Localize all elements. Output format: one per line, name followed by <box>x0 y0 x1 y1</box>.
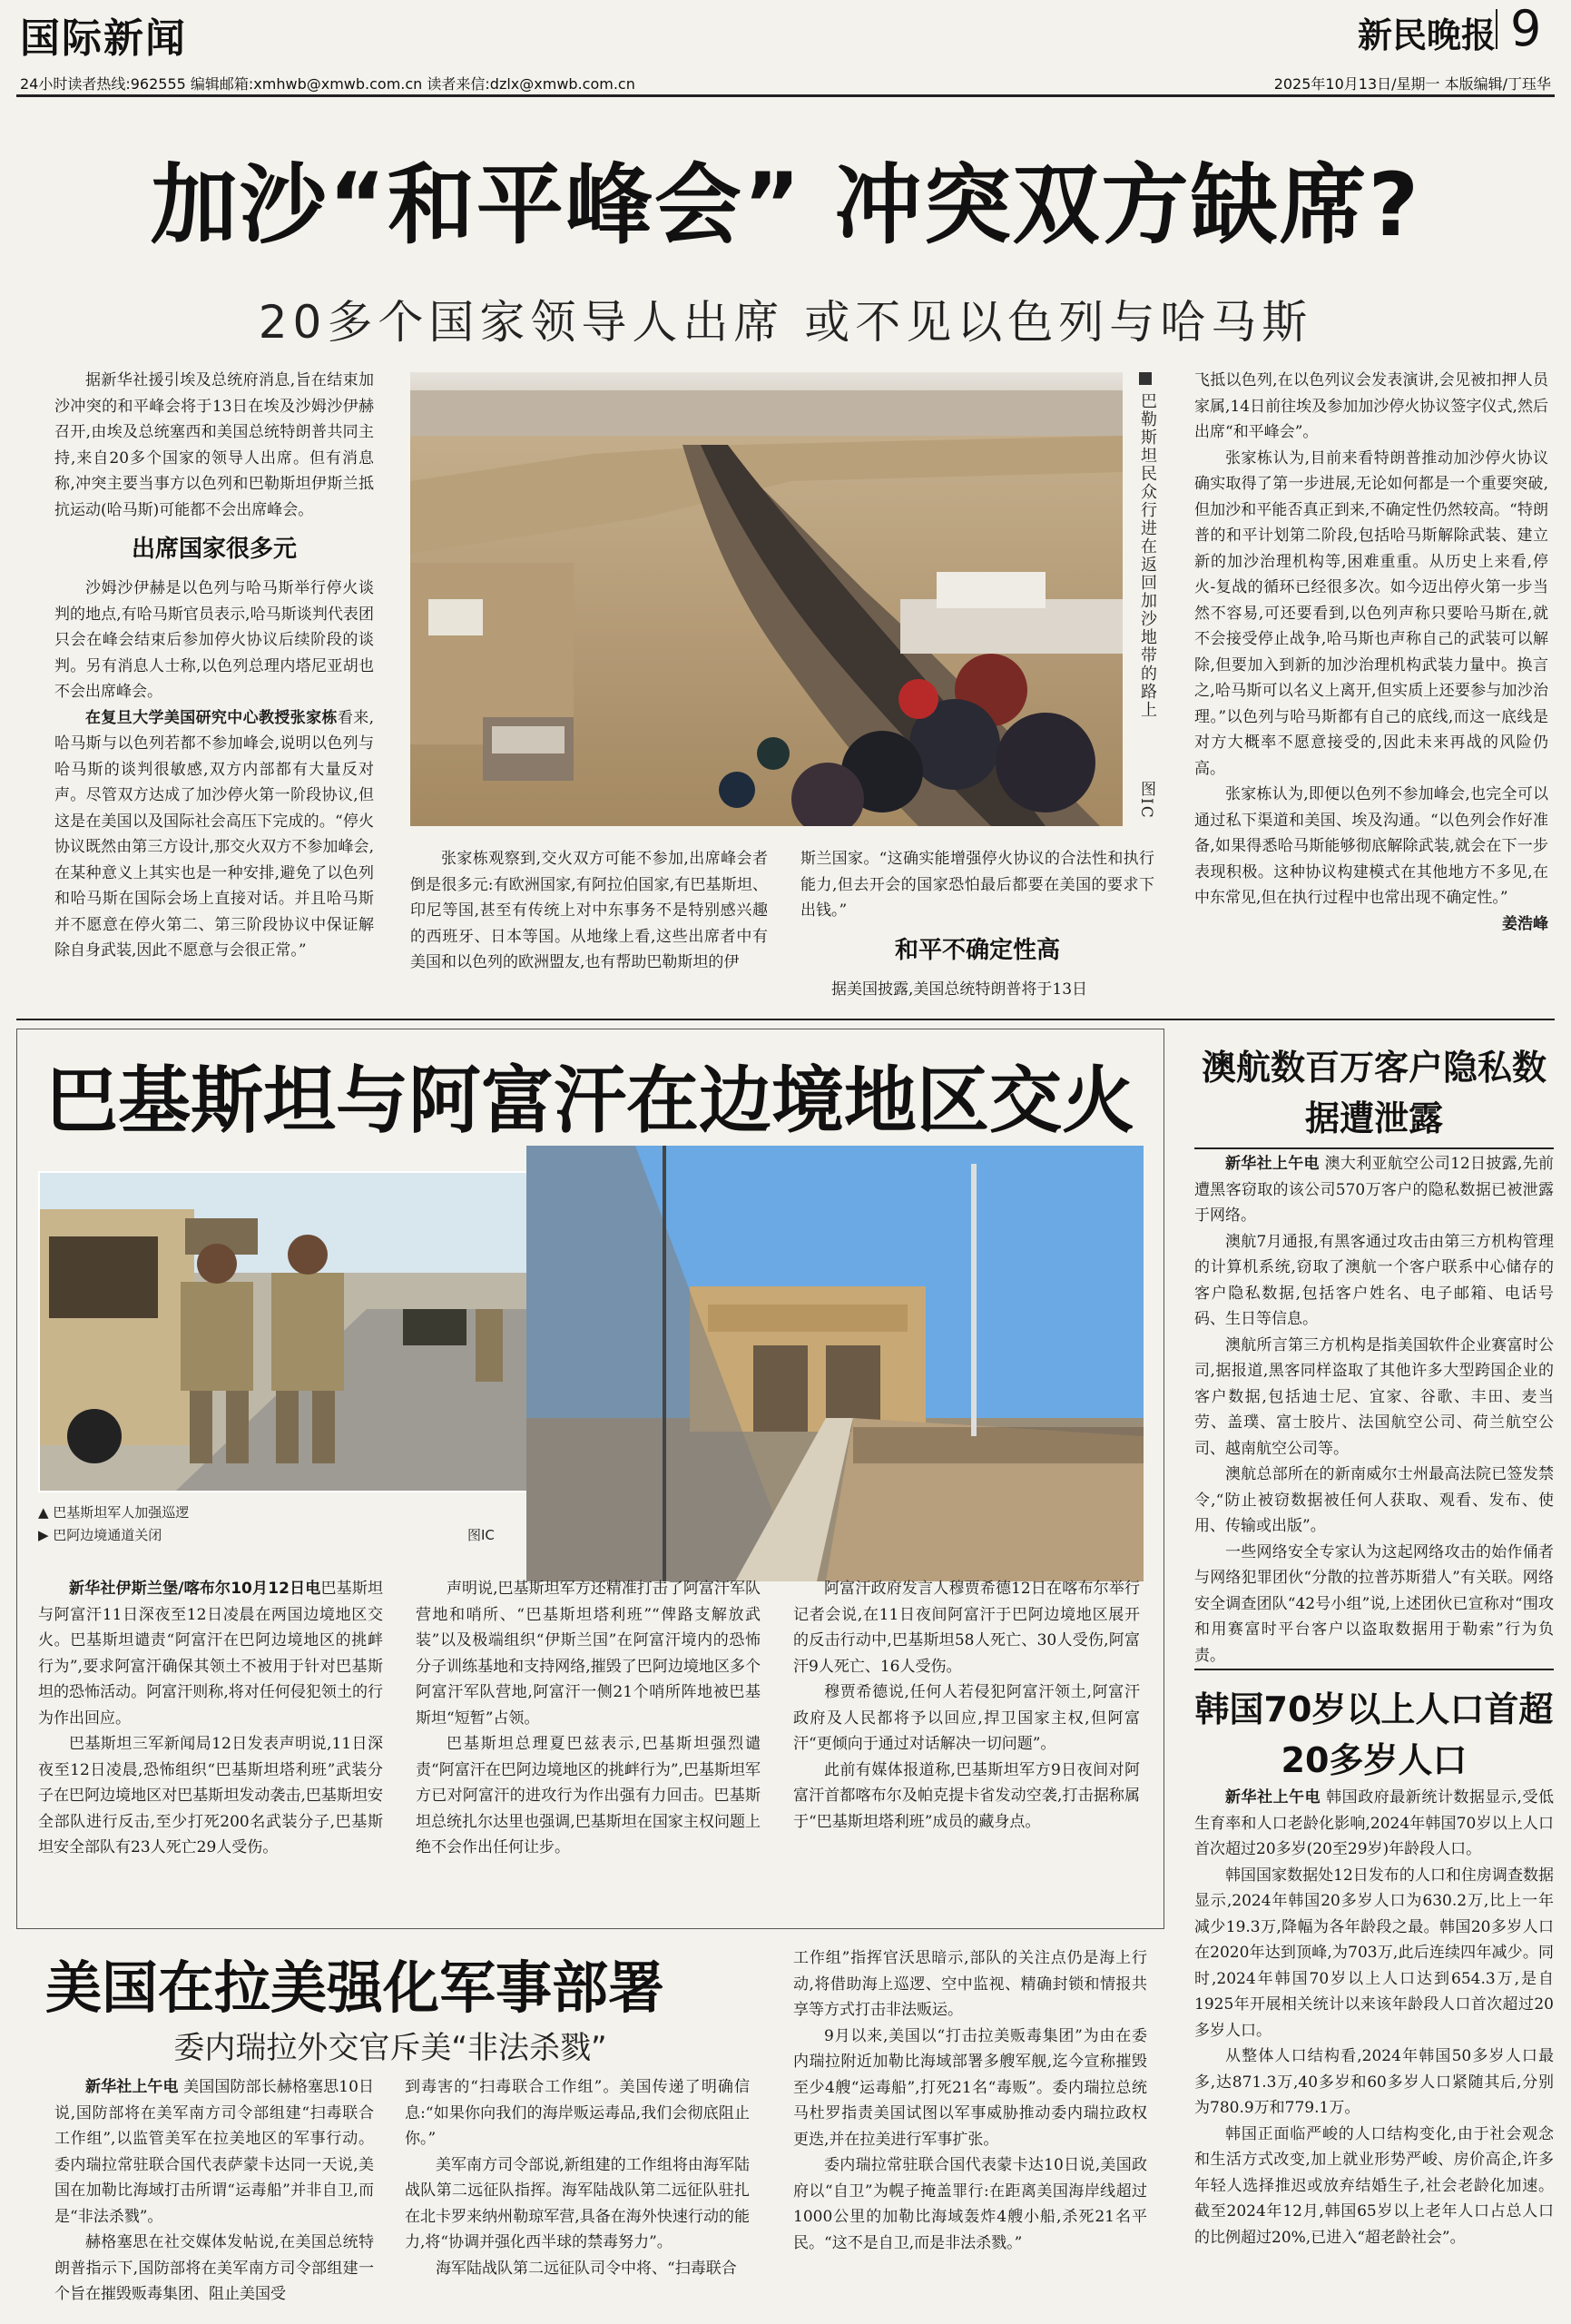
story1-headline: 加沙“和平峰会” 冲突双方缺席? <box>150 154 1421 256</box>
story2-photo-patrol <box>38 1171 575 1492</box>
story1-col3: 斯兰国家。“这确实能增强停火协议的合法性和执行能力,但去开会的国家恐怕最后都要在美国的要求下出钱。” 和平不确定性高 据美国披露,美国总统特朗普将于13日 <box>800 850 1154 999</box>
masthead-divider <box>1496 9 1497 49</box>
story1-subhead1: 出席国家很多元 <box>131 536 297 563</box>
story1-col2: 张家栋观察到,交火双方可能不参加,出席峰会者倒是很多元:有欧洲国家,有阿拉伯国家,有巴基斯坦、印尼等国,甚至有传统上对中东事务不是特别感兴趣的西班牙、日本等国。从地缘上看,这些出席者中有美国和以色列的欧洲盟友,也有帮助巴勒斯坦的伊 <box>410 850 768 971</box>
date-line: 2025年10月13日/星期一 本版编辑/丁珏华 <box>1273 75 1551 93</box>
story1-photo <box>410 372 1123 826</box>
story4-top-rule <box>1194 1669 1554 1670</box>
story2-headline: 巴基斯坦与阿富汗在边境地区交火 <box>45 1058 1134 1143</box>
story5-subhead: 委内瑞拉外交官斥美“非法杀戮” <box>173 2030 607 2066</box>
story2-caption2: ▶ 巴阿边境通道关闭 <box>38 1527 162 1543</box>
page-number: 9 <box>1510 0 1542 57</box>
story3-body: 新华社上午电 澳大利亚航空公司12日披露,先前遭黑客窃取的该公司570万客户的隐私数据已被泄露于网络。 澳航7月通报,有黑客通过攻击由第三方机构管理的计算机系统,窃取了澳航一个客户联系中心储存的客户隐私数据,包括客户姓名、电子邮箱、电话号码、生日等信息。 澳航所言第三方机构是指美国软件企业赛富时公司,据报道,黑客同样盗取了其他许多大型跨国企业的客户数据,包括迪士尼、宜家、谷歌、丰田、麦当劳、盖璞、富士胶片、法国航空公司、荷兰航空公司、越南航空公司等。 澳航总部所在的新南威尔士州最高法院已签发禁令,“防止被窃数据被任何人获取、观看、发布、使用、传输或出版”。 一些网络安全专家认为这起网络攻击的始作俑者与网络犯罪团伙“分散的拉普苏斯猎人”有关联。网络安全调查团队“42号小组”说,上述团伙已宣称对“围攻和用赛富时平台客户以盗取数据用于勒索”行为负责。 <box>1194 1155 1554 1665</box>
story4-headline <box>1194 1684 1554 1786</box>
story2-col3: 阿富汗政府发言人穆贾希德12日在喀布尔举行记者会说,在11日夜间阿富汗于巴阿边境地区展开的反击行动中,巴基斯坦58人死亡、30人受伤,阿富汗9人死亡、16人受伤。 穆贾希德说,任何人若侵犯阿富汗领土,阿富汗政府及人民都将予以回应,捍卫国家主权,但阿富汗“更倾向于通过对话解决一切问题”。 此前有媒体报道称,巴基斯坦军方9日夜间对阿富汗首都喀布尔及帕克提卡省发动空袭,打击据称属于“巴基斯坦塔利班”成员的藏身点。 <box>793 1580 1140 1831</box>
story1-col4: 飞抵以色列,在以色列议会发表演讲,会见被扣押人员家属,14日前往埃及参加加沙停火协议签字仪式,然后出席“和平峰会”。 张家栋认为,目前来看特朗普推动加沙停火协议确实取得了第一步进展,无论如何都是一个重要突破,但加沙和平能否真正到来,不确定性仍然较高。“特朗普的和平计划第二阶段,包括哈马斯解除武装、建立新的加沙治理机构等,困难重重。从历史上来看,停火-复战的循环已经很多次。如今迈出停火第一步当然不容易,可还要看到,以色列声称只要哈马斯在,就不会接受停止战争,哈马斯也声称自己的武装可以解除,但要加入到新的加沙治理机构武装力量中。换言之,哈马斯可以名义上离开,但实质上还要参与加沙治理。”以色列与哈马斯都有自己的底线,而这一底线是对方大概率不愿意接受的,因此未来再战的风险仍高。 张家栋认为,即便以色列不参加峰会,也完全可以通过私下渠道和美国、埃及沟通。“以色列会作好准备,如果得悉哈马斯能够彻底解除武装,就会在下一步表现积极。这种协议构建模式在其他地方不多见,在中东常见,但在执行过程中也常出现不确定性。” 姜浩峰 <box>1194 368 1548 937</box>
story1-photo-mark <box>1139 372 1152 385</box>
story3-headline-text: 澳航数百万客户隐私数据遭泄露 <box>1201 1048 1546 1138</box>
story1-subhead: 20多个国家领导人出席 或不见以色列与哈马斯 <box>258 296 1313 349</box>
story1-bottom-rule <box>16 1019 1555 1020</box>
story2-credit: 图IC <box>467 1527 495 1543</box>
story1-byline: 姜浩峰 <box>1502 914 1548 933</box>
story5-col2: 到毒害的“扫毒联合工作组”。美国传递了明确信息:“如果你向我们的海岸贩运毒品,我们会彻底阻止你。” 美军南方司令部说,新组建的工作组将由海军陆战队第二远征队指挥。海军陆战队第二远征队驻扎在北卡罗来纳州勒琼军营,具备在海外快速行动的能力,将“协调并强化西半球的禁毒努力”。 海军陆战队第二远征队司令中将、“扫毒联合 <box>405 2078 750 2278</box>
story5-col1: 新华社上午电 美国国防部长赫格塞思10日说,国防部将在美军南方司令部组建“扫毒联合工作组”,以监管美军在拉美地区的军事行动。委内瑞拉常驻联合国代表萨蒙卡达同一天说,美国在加勒比海域打击所谓“运毒船”并非自卫,而是“非法杀戮”。 赫格塞思在社交媒体发帖说,在美国总统特朗普指示下,国防部将在美军南方司令部组建一个旨在摧毁贩毒集团、阻止美国受 <box>54 2078 374 2303</box>
paper-name: 新民晚报 <box>1358 15 1497 55</box>
story3-headline <box>1194 1042 1554 1144</box>
story2-photo-border <box>526 1146 1144 1581</box>
story2-caption1: ▲ 巴基斯坦军人加强巡逻 <box>38 1504 190 1521</box>
story2-col1: 新华社伊斯兰堡/喀布尔10月12日电巴基斯坦与阿富汗11日深夜至12日凌晨在两国边境地区交火。巴基斯坦谴责“阿富汗在巴阿边境地区的挑衅行为”,要求阿富汗确保其领土不被用于针对巴基斯坦的恐怖活动。阿富汗则称,将对任何侵犯领土的行为作出回应。 巴基斯坦三军新闻局12日发表声明说,11日深夜至12日凌晨,恐怖组织“巴基斯坦塔利班”武装分子在巴阿边境地区对巴基斯坦发动袭击,巴基斯坦安全部队进行反击,至少打死200名武装分子,巴基斯坦安全部队有23人死亡29人受伤。 <box>38 1580 384 1856</box>
section-title: 国际新闻 <box>20 15 187 62</box>
story2-col2: 声明说,巴基斯坦军方还精准打击了阿富汗军队营地和哨所、“巴基斯坦塔利班”“俾路支解放武装”以及极端组织“伊斯兰国”在阿富汗境内的恐怖分子训练基地和支持网络,摧毁了巴阿边境地区多个阿富汗军队营地,阿富汗一侧21个哨所阵地被巴基斯坦“短暂”占领。 巴基斯坦总理夏巴兹表示,巴基斯坦强烈谴责“阿富汗在巴阿边境地区的挑衅行为”,巴基斯坦军方已对阿富汗的进攻行为作出强有力回击。巴基斯坦总统扎尔达里也强调,巴基斯坦在国家主权问题上绝不会作出任何让步。 <box>416 1580 761 1856</box>
story1-col1: 据新华社援引埃及总统府消息,旨在结束加沙冲突的和平峰会将于13日在埃及沙姆沙伊赫召开,由埃及总统塞西和美国总统特朗普共同主持,来自20多个国家的领导人出席。但有消息称,冲突主要当事方以色列和巴勒斯坦伊斯兰抵抗运动(哈马斯)可能都不会出席峰会。 出席国家很多元 沙姆沙伊赫是以色列与哈马斯举行停火谈判的地点,有哈马斯官员表示,哈马斯谈判代表团只会在峰会结束后参加停火协议后续阶段的谈判。另有消息人士称,以色列总理内塔尼亚胡也不会出席峰会。 在复旦大学美国研究中心教授张家栋看来,哈马斯与以色列若都不参加峰会,说明以色列与哈马斯的谈判很敏感,双方内部都有大量反对声。尽管双方达成了加沙停火第一阶段协议,但这是在美国以及国际社会高压下完成的。“停火协议既然由第三方设计,那交火双方不参加峰会,在某种意义上其实也是一种安排,避免了以色列和哈马斯在国际会场上直接对话。并且哈马斯并不愿意在停火第二、第三阶段协议中保证解除自身武装,因此不愿意与会很正常。” <box>54 371 375 960</box>
story1-photo-caption: 巴勒斯坦民众行进在返回加沙地带的路上 <box>1138 392 1157 719</box>
story5-headline: 美国在拉美强化军事部署 <box>45 1955 665 2021</box>
story4-body: 新华社上午电 韩国政府最新统计数据显示,受低生育率和人口老龄化影响,2024年韩国70岁以上人口首次超过20多岁(20至29岁)年龄段人口。 韩国国家数据处12日发布的人口和住房调查数据显示,2024年韩国20多岁人口为630.2万,比上一年减少19.3万,降幅为各年龄段之最。韩国20多岁人口在2020年达到顶峰,为703万,此后连续四年减少。同时,2024年韩国70岁以上人口达到654.3万,是自1925年开展相关统计以来该年龄段人口首次超过20多岁人口。 从整体人口结构看,2024年韩国50多岁人口最多,达871.3万,40多岁和60多岁人口紧随其后,分别为780.9万和779.1万。 韩国正面临严峻的人口结构变化,由于社会观念和生活方式改变,加上就业形势严峻、房价高企,许多年轻人选择推迟或放弃结婚生子,社会老龄化加速。截至2024年12月,韩国65岁以上老年人口占总人口的比例超过20%,已进入“超老龄社会”。 <box>1194 1788 1555 2247</box>
story5-col3: 工作组”指挥官沃思暗示,部队的关注点仍是海上行动,将借助海上巡逻、空中监视、精确封锁和情报共享等方式打击非法贩运。 9月以来,美国以“打击拉美贩毒集团”为由在委内瑞拉附近加勒比海域部署多艘军舰,迄今宣称摧毁至少4艘“运毒船”,打死21名“毒贩”。委内瑞拉总统马杜罗指责美国试图以军事威胁推动委内瑞拉政权更迭,并在拉美进行军事扩张。 委内瑞拉常驻联合国代表蒙卡达10日说,美国政府以“自卫”为幌子掩盖罪行:在距离美国海岸线超过1000公里的加勒比海域轰炸4艘小船,杀死21名平民。“这不是自卫,而是非法杀戮。” <box>793 1949 1147 2252</box>
story3-top-rule <box>1194 1147 1554 1149</box>
hotline-line: 24小时读者热线:962555 编辑邮箱:xmhwb@xmwb.com.cn 读者来信:dzlx@xmwb.com.cn <box>20 75 635 93</box>
story4-headline-text: 韩国70岁以上人口首超20多岁人口 <box>1194 1689 1554 1780</box>
story1-subhead2: 和平不确定性高 <box>894 936 1060 964</box>
story1-photo-credit: 图IC <box>1137 781 1155 820</box>
masthead-rule <box>16 94 1555 97</box>
